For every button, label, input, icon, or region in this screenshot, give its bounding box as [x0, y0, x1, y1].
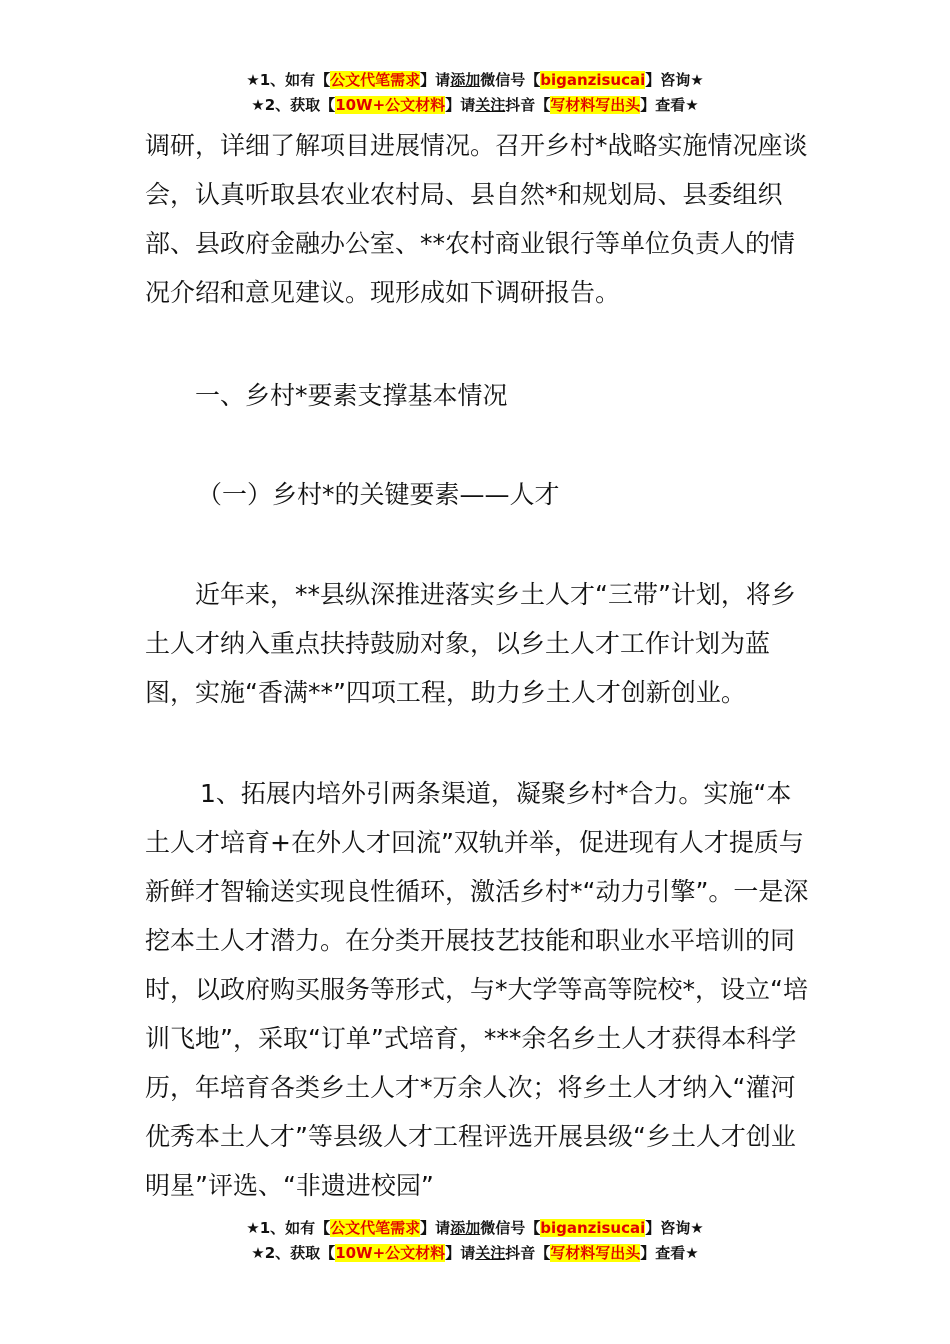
- banner-highlight: 10W+公文材料: [335, 1244, 446, 1262]
- banner-highlight: 公文代笔需求: [330, 71, 421, 89]
- banner-underline: 关注: [475, 96, 506, 114]
- banner-highlight: biganzisucai: [540, 1219, 646, 1237]
- banner-text: 】查看★: [640, 1244, 699, 1262]
- banner-text: 抖音【: [505, 96, 551, 114]
- banner-highlight: 写材料写出头: [550, 1244, 641, 1262]
- banner-text: 】咨询★: [645, 1219, 704, 1237]
- section-heading: 一、乡村*要素支撑基本情况: [195, 381, 508, 410]
- banner-text: 】咨询★: [645, 71, 704, 89]
- banner-text: ★2、获取【: [251, 96, 336, 114]
- banner-highlight: 公文代笔需求: [330, 1219, 421, 1237]
- banner-text: ★1、如有【: [246, 1219, 331, 1237]
- banner-text: 】请: [420, 71, 451, 89]
- banner-text: 抖音【: [505, 1244, 551, 1262]
- lead-paragraph: 近年来，**县纵深推进落实乡土人才“三带”计划，将乡土人才纳入重点扶持鼓励对象，以乡土人才工作计划为蓝图，实施“香满**”四项工程，助力乡土人才创新创业。: [145, 580, 796, 707]
- banner-text: 】请: [445, 1244, 476, 1262]
- header-banner: [0, 68, 950, 118]
- banner-text: 微信号【: [480, 1219, 541, 1237]
- banner-text: ★2、获取【: [251, 1244, 336, 1262]
- banner-text: 】请: [420, 1219, 451, 1237]
- banner-line-2: [0, 1241, 950, 1266]
- subsection-heading: （一）乡村*的关键要素——人才: [197, 480, 560, 509]
- banner-highlight: biganzisucai: [540, 71, 646, 89]
- banner-line-1: [0, 1216, 950, 1241]
- footer-banner: [0, 1216, 950, 1266]
- banner-highlight: 10W+公文材料: [335, 96, 446, 114]
- banner-line-2: [0, 93, 950, 118]
- intro-paragraph: 调研，详细了解项目进展情况。召开乡村*战略实施情况座谈会，认真听取县农业农村局、县自然*和规划局、县委组织部、县政府金融办公室、**农村商业银行等单位负责人的情况介绍和意见建议。现形成如下调研报告。: [145, 131, 808, 307]
- banner-text: 微信号【: [480, 71, 541, 89]
- banner-highlight: 写材料写出头: [550, 96, 641, 114]
- banner-text: 】查看★: [640, 96, 699, 114]
- banner-underline: 添加: [450, 71, 481, 89]
- banner-line-1: [0, 68, 950, 93]
- banner-underline: 添加: [450, 1219, 481, 1237]
- banner-text: 】请: [445, 96, 476, 114]
- banner-text: ★1、如有【: [246, 71, 331, 89]
- item-paragraph: 1、拓展内培外引两条渠道，凝聚乡村*合力。实施“本土人才培育+在外人才回流”双轨并举，促进现有人才提质与新鲜才智输送实现良性循环，激活乡村*“动力引擎”。一是深挖本土人才潜力。在分类开展技艺技能和职业水平培训的同时，以政府购买服务等形式，与*大学等高等院校*，设立“培训飞地”，采取“订单”式培育，***余名乡土人才获得本科学历，年培育各类乡土人才*万余人次；将乡土人才纳入“灌河优秀本土人才”等县级人才工程评选开展县级“乡土人才创业明星”评选、“非遗进校园”: [145, 779, 809, 1200]
- banner-underline: 关注: [475, 1244, 506, 1262]
